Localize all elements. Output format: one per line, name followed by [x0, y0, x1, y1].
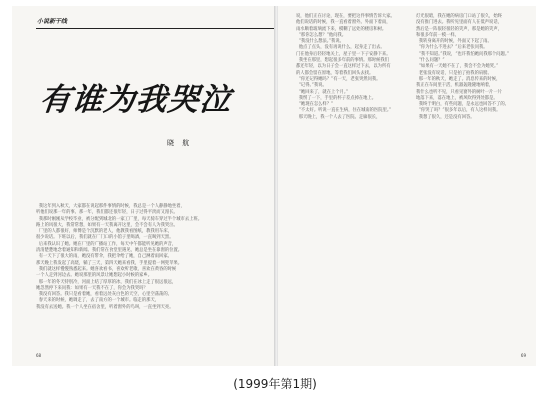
left-body-line: 后来我认识了她。她在厂里的广播站工作，每天中午都能听见她的声音，	[36, 241, 177, 247]
right-col2-line: 那一年的秋天，她走了。消息传来的时候，	[416, 76, 501, 82]
right-col1-line: 雨水顺着玻璃流下来，模糊了远处的楼房和树。	[296, 26, 387, 32]
left-body-line: 我们就这样慢慢熟悉起来。她喜欢看书，喜欢听老歌，喜欢在黄昏的时候	[36, 266, 177, 272]
right-col2-line: 我什么也听不见，只看见窗外的树叶一片一片	[416, 89, 502, 95]
right-col2-line: 我终于明白，有些问题，是永远也回答不了的。	[416, 102, 509, 108]
right-col2-line: 地落下来，落在地上，被风吹得到处都是。	[416, 95, 498, 101]
right-body-column-2	[416, 14, 528, 121]
right-col2-line: 灯光很暗，我在她的病房门口站了很久，始终	[416, 14, 502, 19]
right-col1-line: “记得。”我说。	[296, 83, 327, 89]
right-col2-line: “你为什么不进去？”后来老张问我。	[416, 45, 488, 51]
section-label: 小说新干线	[37, 18, 68, 25]
right-col2-line: 和很多年前一模一样。	[416, 32, 459, 38]
left-body-line: 那一年的冬天特别冷，河面上结了厚厚的冰，我们在冰上走了很远很远，	[36, 279, 177, 285]
right-col1-line: 说，他们正在讨论，现在，要把这件事情告诉大家。	[296, 14, 395, 19]
left-body-line: 一个人走到河边去。她说那里的风景让她想起小时候的家乡。	[36, 273, 153, 279]
right-col1-line: “不太好。听说一直在生病，住在城南的医院里。”	[296, 108, 392, 114]
right-col2-line: “我不知道。”我说，“也许我怕她问我那个问题。”	[416, 51, 510, 57]
right-col2-line: 我想了很久，还是没有回答。	[416, 114, 475, 120]
right-col1-line: 的人都会留在原地，等着我们回头去找。	[296, 70, 374, 76]
right-col1-line: “她现在怎么样？”	[296, 102, 334, 108]
right-col1-line: 他们说话的时候，我一直看着窗外。外面下着雨，	[296, 20, 391, 26]
left-body-text	[36, 204, 272, 311]
left-body-line: 有一天下了很大的雨，她没有带伞，我把伞给了她，自己淋着雨回家。	[36, 254, 172, 260]
left-body-line: 我没有去送她。我一个人坐在宿舍里，听着窗外的鸟叫，一直坐到天亮。	[36, 304, 174, 310]
issue-caption: (1999年第1期)	[233, 377, 317, 391]
right-col2-line: “如果有一天她不在了，我会不会为她哭。”	[416, 64, 499, 70]
page-number-left: 68	[36, 353, 42, 358]
story-title: 有谁为我哭泣	[37, 82, 234, 118]
right-col2-line: 我转身离开的时候，外面又下起了雨。	[416, 39, 492, 45]
right-col2-line: “什么问题？”	[416, 58, 445, 64]
left-body-line: 厂里的人都很好，师傅是个沉默的老人，他教我看图纸，教我用车床，	[36, 229, 172, 235]
right-col2-line: “你哭了吗？”很多年以后，有人这样问我。	[416, 108, 501, 114]
right-col1-line: “她回来了，就在上个月。”	[296, 89, 349, 95]
left-body-line: 春天来的时候，她调走了，去了南方的一个城市。临走的那天，	[36, 298, 160, 304]
right-col1-line: “那你怎么想？”他问我。	[296, 32, 347, 38]
page-number-right: 69	[520, 353, 526, 358]
right-col2-line: 没有推门进去。我听见里面有人在低声说话，	[416, 20, 502, 26]
right-col1-line: 他点了点头，没有再说什么，起身走了出去。	[296, 45, 385, 51]
right-col2-line: 我正在车间里干活，机器轰隆隆地响着，	[416, 83, 494, 89]
left-page	[12, 6, 275, 366]
header-rule	[36, 28, 274, 29]
magazine-spread	[12, 6, 536, 366]
right-col1-line: “我没什么想法。”我说。	[296, 39, 344, 45]
left-body-line: 我那时刚刚从学校毕业，被分配到城北的一家工厂里，每天骑车穿过半个城市去上班。	[36, 216, 203, 222]
right-col2-line: 老张没有说话，只是拍了拍我的肩膀。	[416, 70, 492, 76]
left-body-line: 她忽然停下来问我：如果有一天我不在了，你会为我哭吗？	[36, 285, 148, 291]
right-col1-line: 我愣了一下，手里的杯子差点掉在地上。	[296, 95, 377, 101]
left-body-line: 清清楚楚地念着通知和新闻。我们常在食堂里遇见，她总是坐在靠窗的位置。	[36, 248, 183, 254]
author-name: 晓 航	[167, 139, 193, 147]
right-col1-line: “你还记得她吗？”有一天，老张突然问我。	[296, 76, 381, 82]
right-col2-line: 然后是一阵很轻很轻的笑声，那是她的笑声，	[416, 26, 502, 32]
right-body-column-1	[296, 14, 408, 121]
left-body-line: 那天晚上我发起了高烧，躺了三天，第四天她来看我，手里提着一网兜苹果。	[36, 260, 183, 266]
left-body-line: 我没有回答。我只是看着她，看着远处灰白色的天空，心里空荡荡的。	[36, 292, 172, 298]
left-body-line: 我这年到入秋天，大家都在说起那件事情的时候，我总是一个人静静地坐着，	[36, 204, 185, 209]
left-body-line: 听他们说那一年的事。那一年，我们都还很年轻，日子过得平淡而又漫长。	[36, 210, 178, 216]
left-body-line: 路上的风很大，我常常想，如果有一天我离开这里，会不会有人为我哭泣。	[36, 222, 178, 228]
left-body-line: 很少说话。下班以后，我们就在厂门口的小馆子里喝酒，一直喝到天黑。	[36, 235, 174, 241]
right-col1-line: 我坐在那里，想起很多年前的事情。那时候我们	[296, 58, 389, 64]
right-col1-line: 门在他身后轻轻地关上，屋子里一下子安静下来。	[296, 51, 391, 57]
right-page	[278, 6, 536, 366]
right-col1-line: 那天晚上，我一个人去了医院。走廊很长，	[296, 114, 381, 120]
right-col1-line: 都还年轻，以为日子会一直这样过下去，以为所有	[296, 64, 391, 70]
